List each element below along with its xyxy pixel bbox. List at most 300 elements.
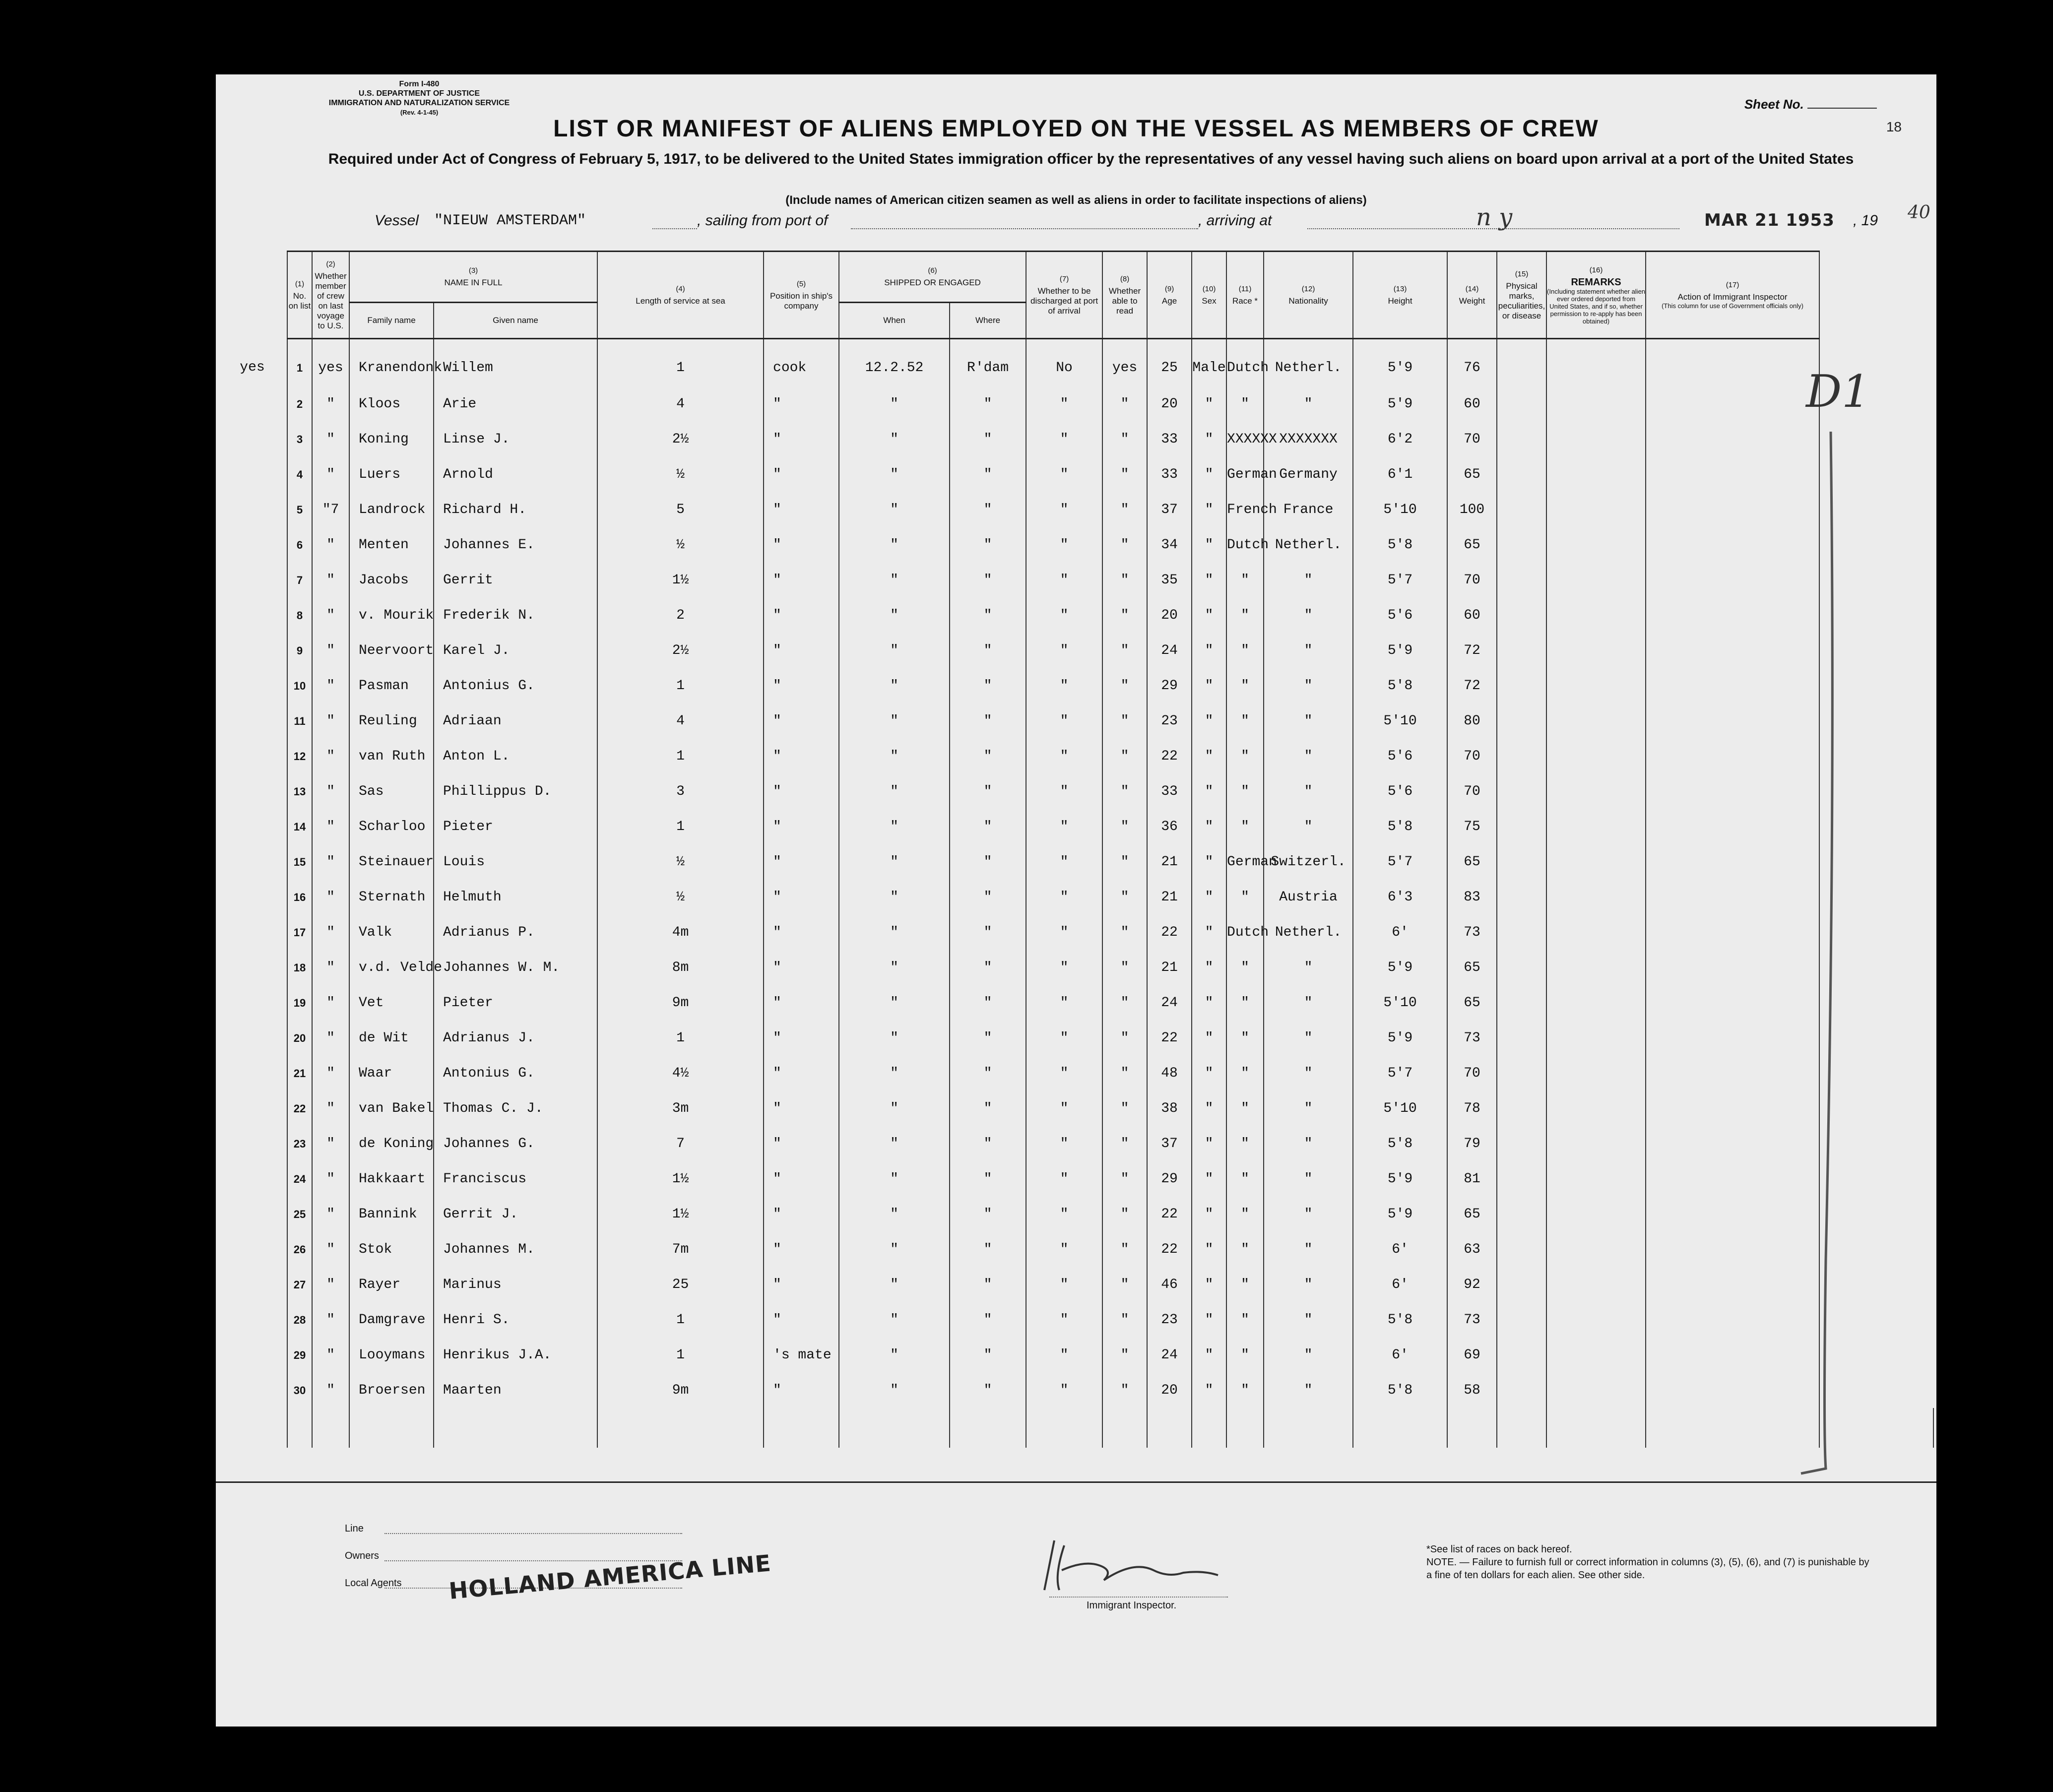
- vessel-label: Vessel: [375, 212, 419, 229]
- inspector-signature-line: [1049, 1597, 1228, 1598]
- service-length-cell: 2: [597, 598, 764, 633]
- crew-previous-voyage-cell: ": [312, 668, 349, 704]
- filler-cell: [1546, 1408, 1646, 1448]
- sex-cell: ": [1192, 492, 1226, 527]
- given-name-cell: Anton L.: [434, 739, 597, 774]
- department-name: U.S. DEPARTMENT OF JUSTICE: [358, 89, 480, 98]
- nationality-cell: ": [1264, 563, 1353, 598]
- physical-marks-cell: [1497, 985, 1546, 1021]
- shipped-where-cell: ": [950, 1161, 1026, 1197]
- height-cell: 5'10: [1353, 492, 1447, 527]
- filler-cell: [1226, 1408, 1264, 1448]
- table-row: [218, 1161, 1959, 1197]
- race-cell: German: [1226, 844, 1264, 880]
- physical-marks-cell: [1497, 1021, 1546, 1056]
- row-number-cell: 29: [287, 1338, 312, 1373]
- shipped-when-cell: ": [839, 563, 950, 598]
- given-name-cell: Maarten: [434, 1373, 597, 1408]
- vessel-dots: [652, 227, 697, 229]
- shipped-where-cell: ": [950, 704, 1026, 739]
- discharged-cell: ": [1026, 527, 1102, 563]
- table-row: [218, 1126, 1959, 1161]
- able-to-read-cell: ": [1102, 527, 1147, 563]
- weight-cell: 65: [1447, 950, 1497, 985]
- crew-manifest-table-wrap: [218, 251, 1934, 1481]
- filler-cell: [1447, 1408, 1497, 1448]
- position-cell: ": [764, 739, 839, 774]
- age-cell: 24: [1147, 985, 1192, 1021]
- margin-cell: [218, 386, 287, 422]
- service-length-cell: 3m: [597, 1091, 764, 1126]
- sex-cell: ": [1192, 527, 1226, 563]
- family-name-cell: Sternath: [349, 880, 434, 915]
- page-subtitle: Required under Act of Congress of February 5, 1917, to be delivered to the United States immigration officer by the representatives of any vessel having such aliens on board upon arrival at a port of the United States: [328, 151, 1854, 167]
- shipped-when-cell: ": [839, 1056, 950, 1091]
- row-number-cell: 8: [287, 598, 312, 633]
- position-cell: ": [764, 598, 839, 633]
- age-cell: 24: [1147, 633, 1192, 668]
- sex-cell: ": [1192, 1126, 1226, 1161]
- given-name-cell: Franciscus: [434, 1161, 597, 1197]
- sex-cell: ": [1192, 598, 1226, 633]
- nationality-cell: XXXXXXX: [1264, 422, 1353, 457]
- shipped-where-cell: ": [950, 563, 1026, 598]
- shipped-where-cell: R'dam: [950, 339, 1026, 387]
- age-cell: 46: [1147, 1267, 1192, 1302]
- margin-cell: [218, 809, 287, 844]
- crew-previous-voyage-cell: ": [312, 598, 349, 633]
- height-cell: 5'8: [1353, 668, 1447, 704]
- given-name-cell: Willem: [434, 339, 597, 387]
- nationality-cell: Austria: [1264, 880, 1353, 915]
- table-row: [218, 527, 1959, 563]
- table-row: [218, 563, 1959, 598]
- remarks-cell: [1546, 668, 1646, 704]
- race-cell: ": [1226, 1091, 1264, 1126]
- race-cell: ": [1226, 880, 1264, 915]
- remarks-cell: [1546, 1373, 1646, 1408]
- col-header-name: (3) NAME IN FULL: [349, 252, 597, 303]
- physical-marks-cell: [1497, 633, 1546, 668]
- position-cell: ": [764, 1056, 839, 1091]
- row-number-cell: 17: [287, 915, 312, 950]
- inspector-action-cell: [1646, 1232, 1819, 1267]
- discharged-cell: ": [1026, 844, 1102, 880]
- height-cell: 5'10: [1353, 1091, 1447, 1126]
- filler-cell: [218, 1408, 287, 1448]
- crew-previous-voyage-cell: ": [312, 1267, 349, 1302]
- remarks-cell: [1546, 844, 1646, 880]
- row-number-cell: 7: [287, 563, 312, 598]
- age-cell: 38: [1147, 1091, 1192, 1126]
- physical-marks-cell: [1497, 527, 1546, 563]
- weight-cell: 76: [1447, 339, 1497, 387]
- age-cell: 20: [1147, 598, 1192, 633]
- shipped-where-cell: ": [950, 1197, 1026, 1232]
- shipped-when-cell: ": [839, 809, 950, 844]
- margin-cell: [218, 1232, 287, 1267]
- row-number-cell: 20: [287, 1021, 312, 1056]
- race-cell: ": [1226, 598, 1264, 633]
- sheet-number-field: [1744, 97, 1877, 112]
- discharged-cell: ": [1026, 386, 1102, 422]
- crew-previous-voyage-cell: yes: [312, 339, 349, 387]
- crew-previous-voyage-cell: ": [312, 633, 349, 668]
- inspector-mark-handwritten: [1796, 367, 1870, 1508]
- inspector-action-cell: [1646, 915, 1819, 950]
- discharged-cell: ": [1026, 880, 1102, 915]
- position-cell: ": [764, 985, 839, 1021]
- revision-date: (Rev. 4-1-45): [400, 109, 439, 116]
- sex-cell: ": [1192, 1021, 1226, 1056]
- age-cell: 24: [1147, 1338, 1192, 1373]
- margin-cell: [218, 1021, 287, 1056]
- row-number-cell: 28: [287, 1302, 312, 1338]
- year-label: , 19: [1853, 212, 1878, 229]
- crew-previous-voyage-cell: ": [312, 1126, 349, 1161]
- margin-cell: [218, 1056, 287, 1091]
- arriving-port-handwritten: n y: [1476, 203, 1513, 231]
- position-cell: ": [764, 527, 839, 563]
- height-cell: 5'7: [1353, 1056, 1447, 1091]
- sex-cell: ": [1192, 668, 1226, 704]
- service-length-cell: 9m: [597, 1373, 764, 1408]
- row-number-cell: 1: [287, 339, 312, 387]
- height-cell: 5'9: [1353, 1197, 1447, 1232]
- discharged-cell: ": [1026, 915, 1102, 950]
- table-row: [218, 633, 1959, 668]
- year-handwritten: 40: [1908, 202, 1930, 223]
- row-number-cell: 14: [287, 809, 312, 844]
- margin-cell: [218, 950, 287, 985]
- shipped-where-cell: ": [950, 1302, 1026, 1338]
- table-row: [218, 739, 1959, 774]
- shipped-where-cell: ": [950, 915, 1026, 950]
- footer-line-dots: [385, 1533, 682, 1534]
- shipped-when-cell: ": [839, 880, 950, 915]
- margin-cell: [218, 492, 287, 527]
- margin-cell: [218, 668, 287, 704]
- shipped-when-cell: ": [839, 844, 950, 880]
- physical-marks-cell: [1497, 1161, 1546, 1197]
- crew-previous-voyage-cell: ": [312, 1091, 349, 1126]
- position-cell: ": [764, 1267, 839, 1302]
- race-cell: ": [1226, 1267, 1264, 1302]
- height-cell: 5'7: [1353, 844, 1447, 880]
- sex-cell: ": [1192, 1232, 1226, 1267]
- family-name-cell: van Ruth: [349, 739, 434, 774]
- arrival-date-stamp: MAR 21 1953: [1704, 210, 1835, 230]
- service-length-cell: 9m: [597, 985, 764, 1021]
- height-cell: 5'8: [1353, 527, 1447, 563]
- crew-previous-voyage-cell: ": [312, 985, 349, 1021]
- margin-cell: yes: [240, 360, 265, 376]
- filler-cell: [1147, 1408, 1192, 1448]
- service-length-cell: 1½: [597, 1197, 764, 1232]
- crew-previous-voyage-cell: ": [312, 1232, 349, 1267]
- nationality-cell: ": [1264, 774, 1353, 809]
- discharged-cell: ": [1026, 1338, 1102, 1373]
- shipped-where-cell: ": [950, 1056, 1026, 1091]
- shipped-when-cell: ": [839, 704, 950, 739]
- age-cell: 22: [1147, 1197, 1192, 1232]
- crew-previous-voyage-cell: ": [312, 704, 349, 739]
- family-name-cell: Broersen: [349, 1373, 434, 1408]
- weight-cell: 92: [1447, 1267, 1497, 1302]
- nationality-cell: ": [1264, 1091, 1353, 1126]
- given-name-cell: Adrianus P.: [434, 915, 597, 950]
- physical-marks-cell: [1497, 704, 1546, 739]
- row-number-cell: 30: [287, 1373, 312, 1408]
- crew-previous-voyage-cell: "7: [312, 492, 349, 527]
- service-length-cell: 1: [597, 739, 764, 774]
- family-name-cell: Kloos: [349, 386, 434, 422]
- weight-cell: 72: [1447, 633, 1497, 668]
- family-name-cell: Damgrave: [349, 1302, 434, 1338]
- height-cell: 6'2: [1353, 422, 1447, 457]
- crew-previous-voyage-cell: ": [312, 457, 349, 492]
- position-cell: ": [764, 704, 839, 739]
- table-row: [218, 809, 1959, 844]
- height-cell: 5'9: [1353, 339, 1447, 387]
- margin-cell: [218, 739, 287, 774]
- height-cell: 5'6: [1353, 598, 1447, 633]
- service-length-cell: 1: [597, 668, 764, 704]
- able-to-read-cell: ": [1102, 704, 1147, 739]
- able-to-read-cell: ": [1102, 457, 1147, 492]
- form-number: Form I-480: [399, 80, 440, 88]
- age-cell: 37: [1147, 1126, 1192, 1161]
- vessel-name: "NIEUW AMSTERDAM": [434, 212, 586, 229]
- filler-cell: [839, 1408, 950, 1448]
- filler-cell: [349, 1408, 434, 1448]
- family-name-cell: Luers: [349, 457, 434, 492]
- family-name-cell: Looymans: [349, 1338, 434, 1373]
- shipped-where-cell: ": [950, 1232, 1026, 1267]
- inspector-action-cell: [1646, 1197, 1819, 1232]
- able-to-read-cell: ": [1102, 1232, 1147, 1267]
- position-cell: ": [764, 563, 839, 598]
- shipped-when-cell: ": [839, 422, 950, 457]
- given-name-cell: Antonius G.: [434, 668, 597, 704]
- row-number-cell: 12: [287, 739, 312, 774]
- able-to-read-cell: ": [1102, 1091, 1147, 1126]
- height-cell: 5'9: [1353, 950, 1447, 985]
- family-name-cell: de Wit: [349, 1021, 434, 1056]
- service-length-cell: 1: [597, 809, 764, 844]
- shipped-when-cell: 12.2.52: [839, 339, 950, 387]
- sex-cell: ": [1192, 633, 1226, 668]
- nationality-cell: Germany: [1264, 457, 1353, 492]
- weight-cell: 80: [1447, 704, 1497, 739]
- sailing-from-label: , sailing from port of: [697, 212, 828, 229]
- discharged-cell: ": [1026, 563, 1102, 598]
- family-name-cell: Landrock: [349, 492, 434, 527]
- position-cell: ": [764, 880, 839, 915]
- weight-cell: 65: [1447, 527, 1497, 563]
- crew-previous-voyage-cell: ": [312, 1021, 349, 1056]
- age-cell: 37: [1147, 492, 1192, 527]
- able-to-read-cell: ": [1102, 809, 1147, 844]
- remarks-cell: [1546, 1338, 1646, 1373]
- discharged-cell: ": [1026, 704, 1102, 739]
- given-name-cell: Adrianus J.: [434, 1021, 597, 1056]
- family-name-cell: Koning: [349, 422, 434, 457]
- shipped-where-cell: ": [950, 633, 1026, 668]
- shipped-when-cell: ": [839, 492, 950, 527]
- shipped-when-cell: ": [839, 1232, 950, 1267]
- family-name-cell: Reuling: [349, 704, 434, 739]
- race-cell: ": [1226, 1373, 1264, 1408]
- row-number-cell: 13: [287, 774, 312, 809]
- physical-marks-cell: [1497, 880, 1546, 915]
- discharged-cell: ": [1026, 1302, 1102, 1338]
- family-name-cell: Bannink: [349, 1197, 434, 1232]
- able-to-read-cell: ": [1102, 1267, 1147, 1302]
- nationality-cell: Netherl.: [1264, 915, 1353, 950]
- position-cell: ": [764, 809, 839, 844]
- discharged-cell: ": [1026, 457, 1102, 492]
- filler-cell: [1102, 1408, 1147, 1448]
- inspector-mark-bracket: [1801, 432, 1832, 1473]
- service-length-cell: 5: [597, 492, 764, 527]
- family-name-cell: Sas: [349, 774, 434, 809]
- discharged-cell: ": [1026, 950, 1102, 985]
- nationality-cell: ": [1264, 1302, 1353, 1338]
- age-cell: 33: [1147, 457, 1192, 492]
- shipped-when-cell: ": [839, 1161, 950, 1197]
- given-name-cell: Gerrit: [434, 563, 597, 598]
- discharged-cell: ": [1026, 1126, 1102, 1161]
- race-cell: ": [1226, 739, 1264, 774]
- remarks-cell: [1546, 422, 1646, 457]
- height-cell: 6': [1353, 915, 1447, 950]
- inspector-action-cell: [1646, 563, 1819, 598]
- discharged-cell: ": [1026, 633, 1102, 668]
- able-to-read-cell: ": [1102, 598, 1147, 633]
- crew-previous-voyage-cell: ": [312, 1302, 349, 1338]
- family-name-cell: Rayer: [349, 1267, 434, 1302]
- able-to-read-cell: ": [1102, 1197, 1147, 1232]
- sex-cell: ": [1192, 422, 1226, 457]
- sex-cell: ": [1192, 1373, 1226, 1408]
- physical-marks-cell: [1497, 1232, 1546, 1267]
- service-length-cell: 1: [597, 1338, 764, 1373]
- race-cell: German: [1226, 457, 1264, 492]
- nationality-cell: ": [1264, 1373, 1353, 1408]
- shipped-where-cell: ": [950, 880, 1026, 915]
- inspector-action-cell: [1646, 633, 1819, 668]
- family-name-cell: Vet: [349, 985, 434, 1021]
- sex-cell: ": [1192, 1338, 1226, 1373]
- vessel-info-line: [375, 202, 1930, 237]
- remarks-cell: [1546, 915, 1646, 950]
- physical-marks-cell: [1497, 915, 1546, 950]
- physical-marks-cell: [1497, 492, 1546, 527]
- margin-header: [218, 252, 287, 339]
- nationality-cell: France: [1264, 492, 1353, 527]
- shipped-where-cell: ": [950, 739, 1026, 774]
- able-to-read-cell: ": [1102, 1161, 1147, 1197]
- able-to-read-cell: ": [1102, 985, 1147, 1021]
- weight-cell: 100: [1447, 492, 1497, 527]
- crew-previous-voyage-cell: ": [312, 880, 349, 915]
- shipped-where-cell: ": [950, 1373, 1026, 1408]
- remarks-cell: [1546, 527, 1646, 563]
- col-header-inspector-action: (17) Action of Immigrant Inspector (This column for use of Government officials only): [1646, 252, 1819, 339]
- shipped-when-cell: ": [839, 668, 950, 704]
- weight-cell: 75: [1447, 809, 1497, 844]
- filler-cell: [1646, 1408, 1819, 1448]
- weight-cell: 65: [1447, 1197, 1497, 1232]
- crew-previous-voyage-cell: ": [312, 809, 349, 844]
- col-header-race: (11) Race *: [1226, 252, 1264, 339]
- race-cell: ": [1226, 1232, 1264, 1267]
- filler-cell: [1933, 1408, 1959, 1448]
- physical-marks-cell: [1497, 668, 1546, 704]
- age-cell: 29: [1147, 668, 1192, 704]
- able-to-read-cell: ": [1102, 1126, 1147, 1161]
- shipped-when-cell: ": [839, 774, 950, 809]
- given-name-cell: Johannes G.: [434, 1126, 597, 1161]
- discharged-cell: ": [1026, 1056, 1102, 1091]
- position-cell: ": [764, 1373, 839, 1408]
- sex-cell: ": [1192, 809, 1226, 844]
- height-cell: 5'6: [1353, 739, 1447, 774]
- discharged-cell: ": [1026, 1373, 1102, 1408]
- inspector-action-cell: [1646, 1056, 1819, 1091]
- table-row: [218, 339, 1959, 387]
- able-to-read-cell: yes: [1102, 339, 1147, 387]
- table-row: [218, 1091, 1959, 1126]
- position-cell: ": [764, 668, 839, 704]
- given-name-cell: Adriaan: [434, 704, 597, 739]
- age-cell: 21: [1147, 844, 1192, 880]
- position-cell: ": [764, 1091, 839, 1126]
- position-cell: ": [764, 1161, 839, 1197]
- given-name-cell: Frederik N.: [434, 598, 597, 633]
- service-length-cell: 7m: [597, 1232, 764, 1267]
- remarks-cell: [1546, 1021, 1646, 1056]
- family-name-cell: v.d. Velde: [349, 950, 434, 985]
- sex-cell: ": [1192, 1302, 1226, 1338]
- remarks-cell: [1546, 492, 1646, 527]
- table-row: [218, 985, 1959, 1021]
- given-name-cell: Johannes W. M.: [434, 950, 597, 985]
- position-cell: ": [764, 422, 839, 457]
- physical-marks-cell: [1497, 457, 1546, 492]
- family-name-cell: Neervoort: [349, 633, 434, 668]
- filler-cell: [1353, 1408, 1447, 1448]
- row-number-cell: 15: [287, 844, 312, 880]
- table-row: [218, 1267, 1959, 1302]
- arriving-at-label: , arriving at: [1198, 212, 1272, 229]
- weight-cell: 60: [1447, 598, 1497, 633]
- shipped-where-cell: ": [950, 668, 1026, 704]
- margin-cell: [218, 1091, 287, 1126]
- height-cell: 5'9: [1353, 386, 1447, 422]
- remarks-cell: [1546, 1267, 1646, 1302]
- height-cell: 5'10: [1353, 704, 1447, 739]
- inspector-action-cell: [1646, 668, 1819, 704]
- remarks-cell: [1546, 457, 1646, 492]
- service-length-cell: ½: [597, 880, 764, 915]
- shipped-when-cell: ": [839, 1338, 950, 1373]
- sex-cell: ": [1192, 1091, 1226, 1126]
- given-name-cell: Thomas C. J.: [434, 1091, 597, 1126]
- margin-cell: [218, 1197, 287, 1232]
- age-cell: 29: [1147, 1161, 1192, 1197]
